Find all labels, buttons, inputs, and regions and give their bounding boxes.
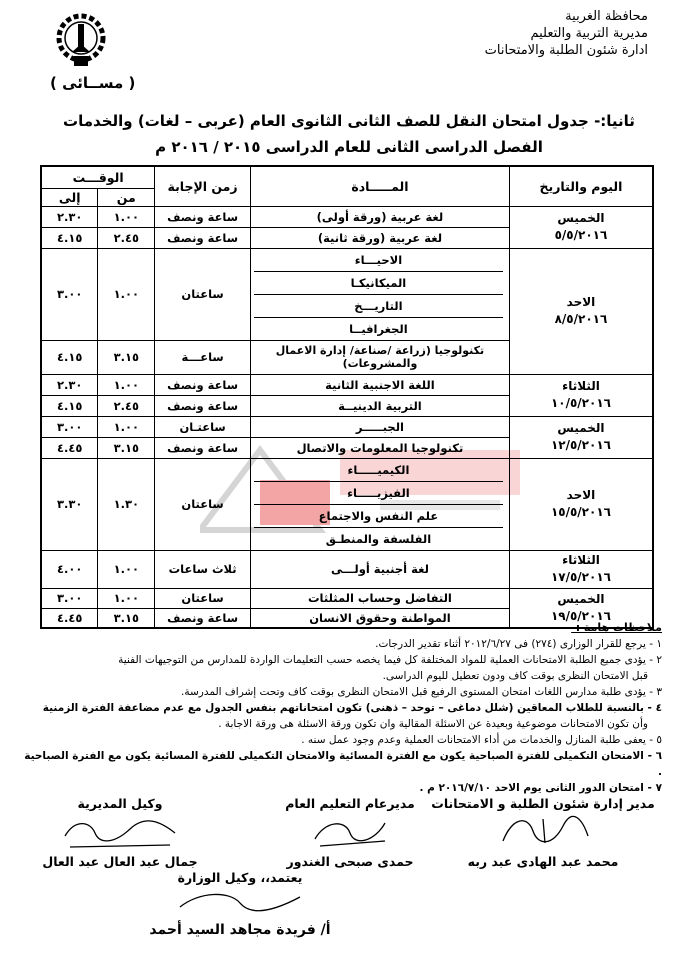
end-time: ٤.٠٠ [41, 550, 98, 588]
start-time: ١.٠٠ [98, 206, 155, 227]
signature-block-approval [110, 870, 370, 938]
day-date [509, 550, 653, 588]
table-row [41, 458, 653, 550]
day-name: الخميس [557, 591, 605, 606]
duration: ساعتـان [155, 416, 251, 437]
subject: التفاضل وحساب المثلثات [250, 588, 509, 608]
handwritten-signature-icon [483, 811, 603, 851]
signatory-name: جمال عبد العال عبد العال [42, 854, 198, 869]
day-date [509, 458, 653, 550]
start-time: ٢.٤٥ [98, 227, 155, 248]
note-item: ٣ - يؤدى طلبة مدارس اللغات امتحان المستوى الرفيع قبل الامتحان النظرى بوقت كاف وتحت إشراف المدرسة. [181, 686, 662, 698]
end-time: ٤.١٥ [41, 340, 98, 374]
day-date [509, 248, 653, 374]
subject: التربية الدينيــة [250, 395, 509, 416]
signature-block-deputy-directorate [20, 796, 220, 869]
start-time: ١.٠٠ [98, 588, 155, 608]
day-date [509, 416, 653, 458]
signatory-title: مديرعام التعليم العام [285, 796, 415, 811]
note-item: ٢ - يؤدى جميع الطلبة الامتحانات العملية للمواد المختلفة كل فيما يخصه حسب التعليمات الواردة للمدارس من التوجيهات الفنية [118, 654, 662, 666]
subject: لغة عربية (ورقة أولى) [250, 206, 509, 227]
handwritten-signature-icon [290, 811, 410, 851]
signatory-title: مدير إدارة شئون الطلبة و الامتحانات [431, 796, 655, 811]
subject: الفيزيـــــاء [254, 482, 503, 505]
subject: الميكانيكـا [254, 272, 503, 295]
note-item: ٤ - بالنسبة للطلاب المعاقين (شلل دماغى – توحد – ذهنى) تكون امتحاناتهم بنفس الجدول مع عدم مضاعفة الفترة الزمنية [42, 702, 662, 714]
subject: الجبـــــر [250, 416, 509, 437]
handwritten-signature-icon [50, 811, 190, 851]
exam-schedule-table [40, 165, 654, 629]
day-name: الثلاثاء [562, 379, 600, 393]
duration: ثلاث ساعات [155, 550, 251, 588]
time-header: الوقـــت [41, 166, 155, 188]
end-time: ٣.٠٠ [41, 416, 98, 437]
duration: ساعة ونصف [155, 395, 251, 416]
subject: علم النفس والاجتماع [254, 505, 503, 528]
evening-shift-label: ( مســائى ) [50, 74, 136, 92]
issuer-governorate: محافظة الغربية [565, 9, 648, 24]
end-time: ٣.٠٠ [41, 248, 98, 340]
subject: تكنولوجيا المعلومات والاتصال [250, 437, 509, 458]
day-date [509, 374, 653, 416]
subject: الاحيـــاء [254, 249, 503, 272]
table-row [41, 248, 653, 340]
exam-date: ١٩/٥/٢٠١٦ [550, 608, 611, 623]
subject: اللغة الاجنبية الثانية [250, 374, 509, 395]
start-time: ٢.٤٥ [98, 395, 155, 416]
notes-title: ملاحظات هامة :- [571, 621, 662, 634]
note-item: قبل الامتحان النظرى بوقت كاف ودون تعطيل لليوم الدراسى. [382, 670, 648, 682]
signatory-name: حمدى صبحى الغندور [286, 854, 414, 869]
subject-group [250, 248, 509, 340]
exam-date: ١٢/٥/٢٠١٦ [550, 438, 611, 452]
end-time: ٢.٣٠ [41, 374, 98, 395]
duration: ساعة ونصف [155, 227, 251, 248]
duration: ساعتان [155, 588, 251, 608]
start-time: ١.٠٠ [98, 416, 155, 437]
day-name: الثلاثاء [562, 553, 600, 567]
signature-block-students-affairs [428, 796, 658, 869]
exam-date: ٨/٥/٢٠١٦ [554, 312, 608, 326]
day-date [509, 206, 653, 248]
end-time: ٣.٠٠ [41, 588, 98, 608]
start-time: ١.٠٠ [98, 550, 155, 588]
end-time: ٤.١٥ [41, 227, 98, 248]
end-time: ٣.٣٠ [41, 458, 98, 550]
table-row [41, 206, 653, 227]
subject: الجغرافيــا [349, 321, 408, 336]
signatory-name: محمد عبد الهادى عبد ربه [467, 854, 619, 869]
note-item: ١ - يرجع للقرار الوزارى (٢٧٤) فى ٢٠١٢/٦/٢٧ أثناء تقدير الدرجات. [375, 638, 662, 650]
duration: ساعـــة [155, 340, 251, 374]
duration: ساعة ونصف [155, 206, 251, 227]
start-time: ١.٠٠ [98, 374, 155, 395]
handwritten-signature-icon [170, 885, 310, 919]
day-name: الاحد [566, 488, 596, 502]
start-time: ١.٣٠ [98, 458, 155, 550]
duration: ساعة ونصف [155, 608, 251, 628]
day-name: الخميس [557, 421, 605, 435]
table-row [41, 588, 653, 608]
notes-section [22, 620, 662, 796]
schedule-title: ثانيا:- جدول امتحان النقل للصف الثانى الثانوى العام (عربى – لغات) والخدمات [63, 112, 635, 130]
subject: الكيميـــــاء [254, 459, 503, 482]
end-time: ٤.١٥ [41, 395, 98, 416]
subject: تكنولوجيا (زراعة /صناعة/ إدارة الاعمال والمشروعات) [250, 340, 509, 374]
subject: لغة أجنبية أولـــى [250, 550, 509, 588]
ministry-logo-icon [52, 8, 110, 70]
approval-name: أ/ فريدة مجاهد السيد أحمد [149, 922, 331, 938]
note-item: ٧ - امتحان الدور الثانى يوم الاحد ٢٠١٦/٧/١٠ م . [419, 782, 662, 794]
day-name: الخميس [557, 211, 605, 225]
subject-header: المـــــادة [250, 166, 509, 206]
from-header: من [98, 188, 155, 206]
signature-block-general-education [250, 796, 450, 869]
issuer-department: ادارة شئون الطلبة والامتحانات [484, 43, 648, 58]
table-row [41, 374, 653, 395]
start-time: ٣.١٥ [98, 437, 155, 458]
exam-date: ١٠/٥/٢٠١٦ [550, 396, 611, 410]
table-header-row [41, 166, 653, 188]
note-item: ٦ - الامتحان التكميلى للفترة الصباحية يكون مع الفترة المسائية والامتحان التكميلى للفترة المسائية يكون مع الفترة الصباحية . [24, 750, 662, 778]
start-time: ٣.١٥ [98, 608, 155, 628]
note-item: ٥ - يعفى طلبة المنازل والخدمات من أداء الامتحانات العملية وعدم وجود عمل سنه . [301, 734, 662, 746]
table-row [41, 550, 653, 588]
exam-date: ١٥/٥/٢٠١٦ [550, 505, 611, 519]
to-header: إلى [41, 188, 98, 206]
issuer-header [408, 8, 648, 59]
subject-group [250, 458, 509, 550]
approval-title: يعتمد،، وكيل الوزارة [177, 870, 303, 885]
end-time: ٢.٣٠ [41, 206, 98, 227]
issuer-directorate: مديرية التربية والتعليم [530, 26, 648, 41]
schedule-subtitle: الفصل الدراسى الثانى للعام الدراسى ٢٠١٥ / ٢٠١٦ م [155, 138, 543, 156]
subject: لغة عربية (ورقة ثانية) [250, 227, 509, 248]
day-name: الاحد [566, 295, 596, 309]
duration: ساعتان [155, 458, 251, 550]
table-row [41, 416, 653, 437]
duration-header: زمن الإجابة [155, 166, 251, 206]
duration: ساعتان [155, 248, 251, 340]
end-time: ٤.٤٥ [41, 608, 98, 628]
signatory-title: وكيل المديرية [77, 796, 163, 811]
exam-date: ٥/٥/٢٠١٦ [554, 228, 608, 242]
exam-date: ١٧/٥/٢٠١٦ [550, 570, 611, 584]
duration: ساعة ونصف [155, 437, 251, 458]
subject: الفلسفة والمنطـق [325, 531, 432, 546]
start-time: ١.٠٠ [98, 248, 155, 340]
subject: التاريـــخ [254, 295, 503, 318]
subject: المواطنة وحقوق الانسان [250, 608, 509, 628]
end-time: ٤.٤٥ [41, 437, 98, 458]
day-date-header: اليوم والتاريخ [509, 166, 653, 206]
note-item: وأن تكون الامتحانات موضوعية وبعيدة عن الاسئلة المقالية وان تكون ورقة الاسئلة هى ورقة الاجابة . [218, 718, 648, 730]
start-time: ٣.١٥ [98, 340, 155, 374]
duration: ساعة ونصف [155, 374, 251, 395]
